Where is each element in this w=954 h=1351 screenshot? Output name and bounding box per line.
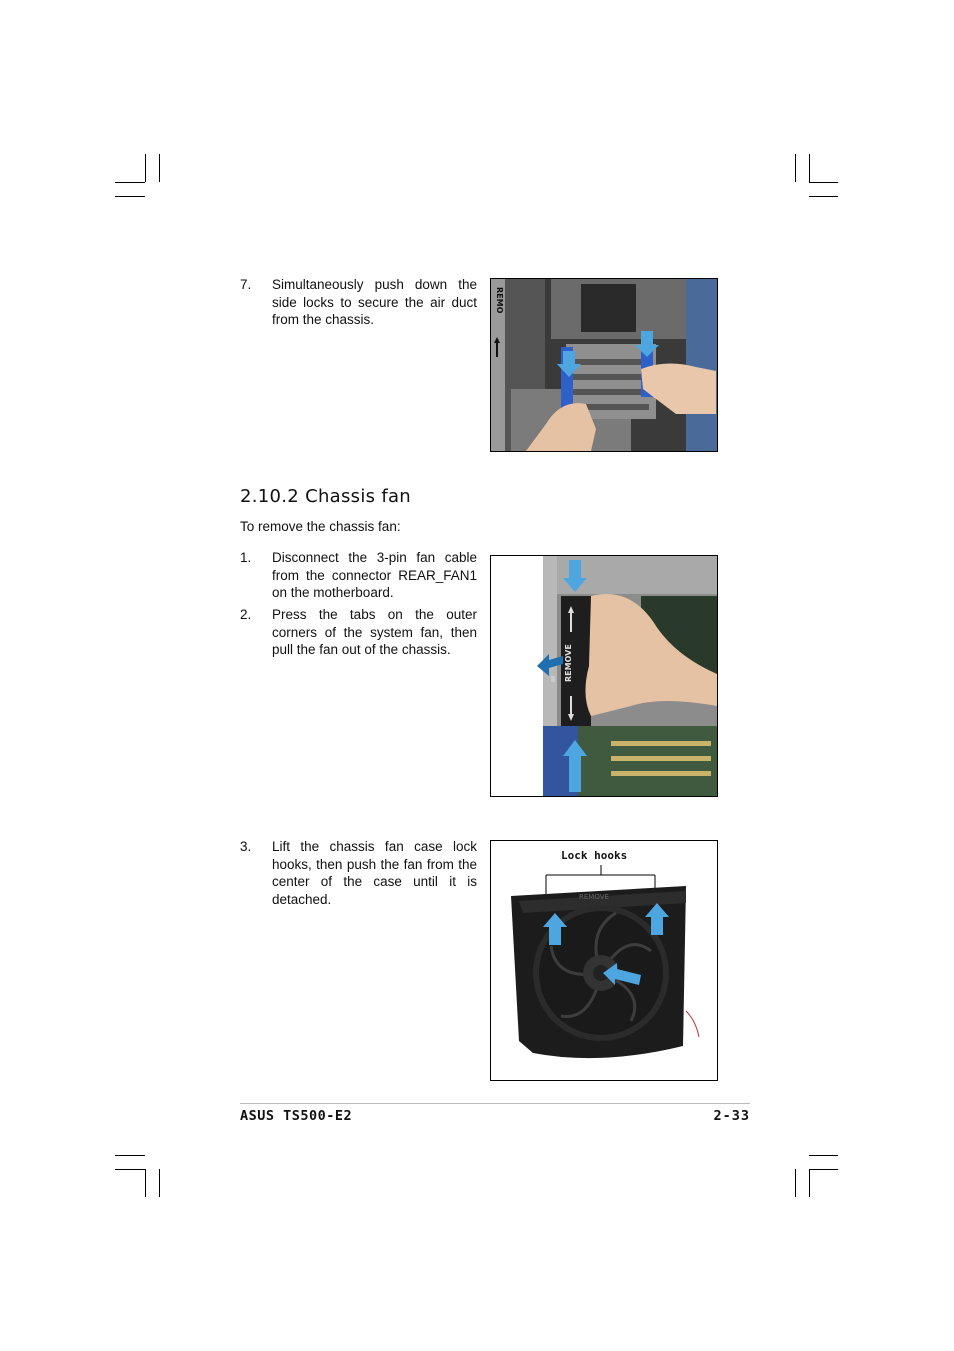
page-number: 2-33 <box>713 1108 750 1124</box>
crop-mark <box>115 196 145 197</box>
step-text: Press the tabs on the outer corners of the system fan, then pull the fan out of the chassis. <box>272 607 477 657</box>
crop-mark <box>809 1155 838 1156</box>
crop-mark <box>809 1169 838 1170</box>
crop-mark <box>145 154 146 182</box>
crop-mark <box>809 182 838 183</box>
section-title: 2.10.2 Chassis fan <box>240 486 412 507</box>
crop-mark <box>159 1169 160 1197</box>
crop-mark <box>809 1169 810 1197</box>
step-7 <box>240 276 477 329</box>
crop-mark <box>145 1169 146 1197</box>
footer-divider <box>240 1103 750 1104</box>
step-2 <box>240 606 477 659</box>
fan-in-chassis-photo <box>490 555 718 797</box>
crop-mark <box>809 196 838 197</box>
step-3 <box>240 838 477 908</box>
step-number: 2. <box>240 607 252 622</box>
lock-hooks-callout: Lock hooks <box>561 849 628 862</box>
crop-mark <box>795 154 796 182</box>
crop-mark <box>115 1169 145 1170</box>
step-1 <box>240 549 477 602</box>
crop-mark <box>159 154 160 182</box>
crop-mark <box>795 1169 796 1197</box>
fan-case-photo <box>490 840 718 1081</box>
step-number: 7. <box>240 277 252 292</box>
crop-mark <box>115 182 145 183</box>
crop-mark <box>115 1155 145 1156</box>
step-number: 1. <box>240 550 252 565</box>
remove-label: REMOVE <box>564 644 573 682</box>
step-text: Lift the chassis fan case lock hooks, then push the fan from the center of the case until it is detached. <box>272 839 477 907</box>
case-remove-label: REMOVE <box>579 893 609 901</box>
step-text: Disconnect the 3-pin fan cable from the connector REAR_FAN1 on the motherboard. <box>272 550 477 600</box>
step-number: 3. <box>240 839 252 854</box>
remo-label: REMO <box>495 287 504 314</box>
step-text: Simultaneously push down the side locks to secure the air duct from the chassis. <box>272 277 477 327</box>
footer-product: ASUS TS500-E2 <box>240 1108 353 1124</box>
crop-mark <box>809 154 810 182</box>
section-intro: To remove the chassis fan: <box>240 519 401 534</box>
air-duct-photo <box>490 278 718 452</box>
